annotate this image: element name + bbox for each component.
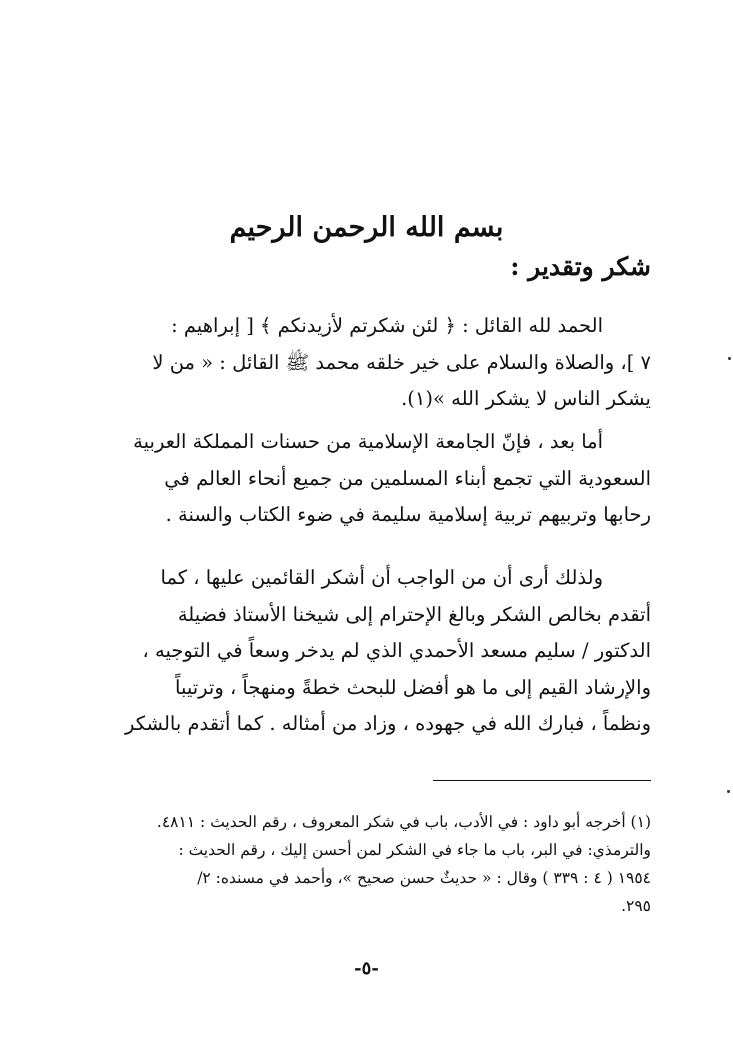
text-line: ٧ ]، والصلاة والسلام على خير خلقه محمد ﷺ القائل : « من لا xyxy=(152,350,651,374)
section-heading: شكر وتقدير : xyxy=(510,252,651,281)
paragraph-praise xyxy=(109,308,651,418)
footnote-line: ٢٩٥. xyxy=(621,897,651,915)
text-line: والإرشاد القيم إلى ما هو أفضل للبحث خطةً ومنهجاً ، وترتيباً xyxy=(175,675,651,699)
text-line: الدكتور / سليم مسعد الأحمدي الذي لم يدخر وسعاً في التوجيه ، xyxy=(142,639,651,662)
scan-speck xyxy=(727,790,730,793)
text-line: السعودية التي تجمع أبناء المسلمين من جميع أنحاء العالم في xyxy=(164,466,651,490)
paragraph-university xyxy=(109,424,651,534)
text-line: الحمد لله القائل : ﴿ لئن شكرتم لأزيدنكم ﴾ [ إبراهيم : xyxy=(171,314,603,337)
text-line: أتقدم بخالص الشكر وبالغ الإحترام إلى شيخنا الأستاذ فضيلة xyxy=(177,602,651,626)
footnotes xyxy=(109,808,651,920)
scan-speck xyxy=(728,357,731,360)
footnote-line: (١) أخرجه أبو داود : في الأدب، باب في شكر المعروف ، رقم الحديث : ٤٨١١. xyxy=(156,813,651,831)
footnote-line: ١٩٥٤ ( ٤ : ٣٣٩ ) وقال : « حديثٌ حسن صحيح »، وأحمد في مسنده: ٢/ xyxy=(197,869,651,887)
text-line: يشكر الناس لا يشكر الله »(١). xyxy=(401,387,651,410)
text-line: ونظماً ، فبارك الله في جهوده ، وزاد من أمثاله . كما أتقدم بالشكر xyxy=(125,712,651,735)
basmala-title: بسم الله الرحمن الرحيم xyxy=(229,212,504,243)
paragraph-thanks xyxy=(109,560,651,743)
footnote-line: والترمذي: في البر، باب ما جاء في الشكر لمن أحسن إليك ، رقم الحديث : xyxy=(178,841,651,859)
footnote-divider xyxy=(433,780,651,781)
page-number: -٥- xyxy=(354,958,379,979)
text-line: أما بعد ، فإنّ الجامعة الإسلامية من حسنات المملكة العربية xyxy=(133,430,603,453)
text-line: ولذلك أرى أن من الواجب أن أشكر القائمين عليها ، كما xyxy=(160,566,603,589)
text-line: رحابها وتربيهم تربية إسلامية سليمة في ضوء الكتاب والسنة . xyxy=(165,503,651,526)
